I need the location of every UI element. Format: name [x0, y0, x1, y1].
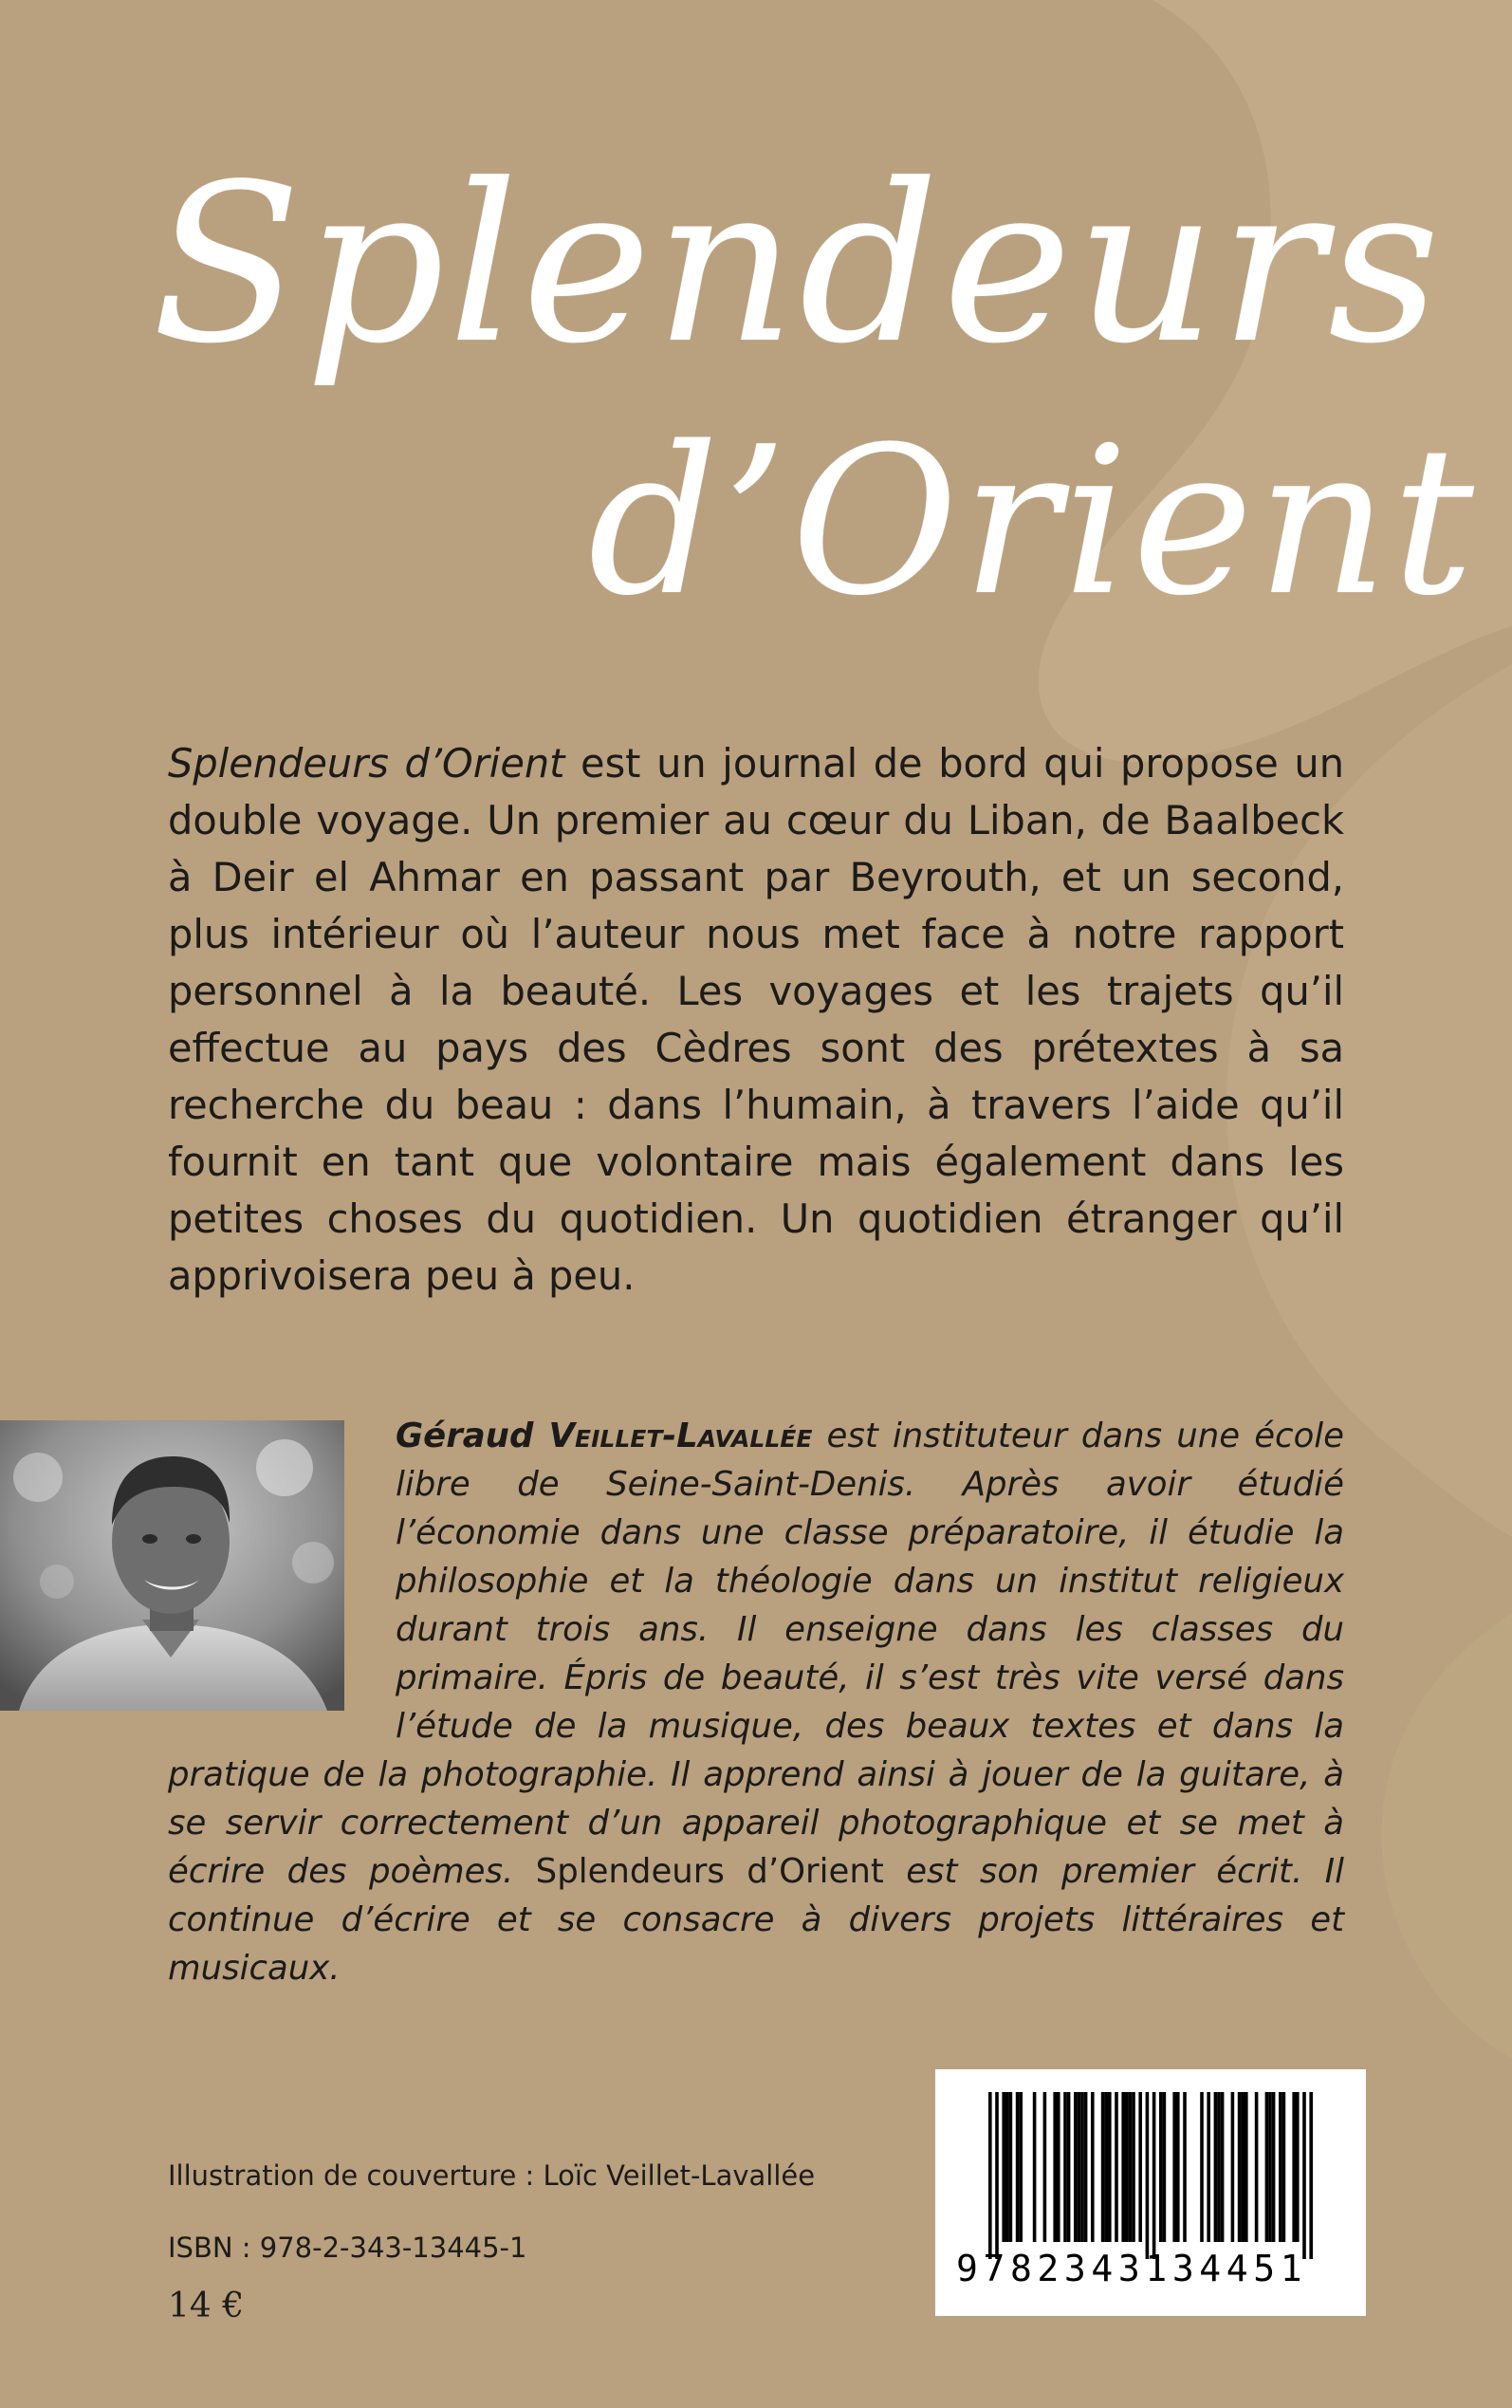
author-bio [168, 1412, 1344, 1992]
barcode-bar [1108, 2092, 1112, 2242]
isbn: ISBN : 978-2-343-13445-1 [168, 2232, 527, 2264]
barcode-digits: 9782343134451 [956, 2248, 1308, 2289]
barcode-bar [1238, 2092, 1242, 2242]
barcode-bar [1084, 2092, 1088, 2242]
barcode-bar [1207, 2092, 1210, 2242]
author-first-name: Géraud [396, 1417, 549, 1455]
summary-book-title: Splendeurs d’Orient [168, 740, 565, 787]
barcode-bar [1009, 2092, 1013, 2242]
barcode-bar [1292, 2092, 1296, 2242]
barcode-bar [1163, 2092, 1167, 2242]
barcode-bar [1241, 2092, 1245, 2242]
bio-book-title: Splendeurs d’Orient [535, 1852, 884, 1891]
barcode-bar [1078, 2092, 1081, 2242]
barcode-bar [1074, 2092, 1078, 2242]
barcode-bar [1125, 2092, 1129, 2242]
barcode-guard-bar [1146, 2092, 1150, 2259]
barcode-bar [1265, 2092, 1269, 2242]
barcode-bar [1214, 2092, 1218, 2242]
barcode-bar [1121, 2092, 1125, 2242]
bio-text-1: est instituteur dans une école libre de Seine-Saint-Denis. Après avoir étudié l’économie dans une classe préparatoire, il étudie la philosophie et la théologie dans un institut religieux durant trois ans. Il enseigne dans les classes du primaire. Épris de beauté, il s’est très vite versé dans l’étude de la musique, des beaux textes et dans la pratique de la photographie. Il apprend ainsi à jouer de la guitare, à se servir correctement d’un appareil photographique et se met à écrire des poèmes. [168, 1417, 1344, 1891]
summary-text: est un journal de bord qui propose un double voyage. Un premier au cœur du Liban, de Baalbeck à Deir el Ahmar en passant par Beyrouth, et un second, plus intérieur où l’auteur nous met face à notre rapport personnel à la beauté. Les voyages et les trajets qu’il effectue au pays des Cèdres sont des prétextes à sa recherche du beau : dans l’humain, à travers l’aide qu’il fournit en tant que volontaire mais également dans les petites choses du quotidien. Un quotidien étranger qu’il apprivoisera peu à peu. [168, 740, 1344, 1299]
book-title [0, 0, 1512, 664]
barcode-guard-bar [1302, 2092, 1306, 2259]
barcode-bar [1255, 2092, 1259, 2242]
barcode-bar [1296, 2092, 1300, 2242]
barcode-bar [1183, 2092, 1187, 2242]
barcode-bar [1091, 2092, 1095, 2242]
photo-spacer [168, 1412, 396, 1750]
barcode-guard-bar [995, 2092, 999, 2259]
author-last-name: Veillet-Lavallée [548, 1417, 813, 1455]
barcode-bar [1159, 2092, 1163, 2242]
barcode-bar [1043, 2092, 1047, 2242]
book-summary [168, 735, 1344, 1305]
barcode-bar [1019, 2092, 1023, 2242]
barcode-bar [1268, 2092, 1272, 2242]
barcode-bar [1129, 2092, 1133, 2242]
barcode-bar [1176, 2092, 1180, 2242]
barcode-bar [1115, 2092, 1118, 2242]
barcode-bar [1002, 2092, 1005, 2242]
barcode-bar [1132, 2092, 1135, 2242]
barcode-bar [1057, 2092, 1060, 2242]
author-name [396, 1417, 812, 1455]
barcode [935, 2069, 1366, 2316]
barcode-bar [1221, 2092, 1225, 2242]
barcode-guard-bar [1152, 2092, 1156, 2259]
barcode-bar [1279, 2092, 1282, 2242]
barcode-bar [1101, 2092, 1105, 2242]
barcode-bar [1067, 2092, 1071, 2242]
barcode-bar [1217, 2092, 1221, 2242]
barcode-bar [1016, 2092, 1020, 2242]
barcode-bar [1200, 2092, 1204, 2242]
barcode-bar [1005, 2092, 1009, 2242]
barcode-bar [1033, 2092, 1037, 2242]
barcode-bar [1080, 2092, 1084, 2242]
barcode-bar [1282, 2092, 1286, 2242]
title-line-1: Splendeurs [152, 139, 1445, 392]
illustration-credit: Illustration de couverture : Loïc Veillet-Lavallée [168, 2159, 816, 2192]
barcode-bar [1053, 2092, 1057, 2242]
barcode-bar [1272, 2092, 1276, 2242]
title-line-2: d’Orient [588, 402, 1478, 640]
barcode-bar [1104, 2092, 1108, 2242]
barcode-guard-bar [988, 2092, 992, 2259]
barcode-bar [1231, 2092, 1235, 2242]
barcode-bar [1138, 2092, 1142, 2242]
barcode-bar [1245, 2092, 1248, 2242]
barcode-bar [1063, 2092, 1067, 2242]
bio-text-2: est son premier écrit. Il continue d’écrire et se consacre à divers projets littéraires et musicaux. [168, 1852, 1344, 1988]
barcode-guard-bar [1309, 2092, 1313, 2259]
barcode-bar [1172, 2092, 1176, 2242]
price: 14 € [168, 2287, 245, 2325]
